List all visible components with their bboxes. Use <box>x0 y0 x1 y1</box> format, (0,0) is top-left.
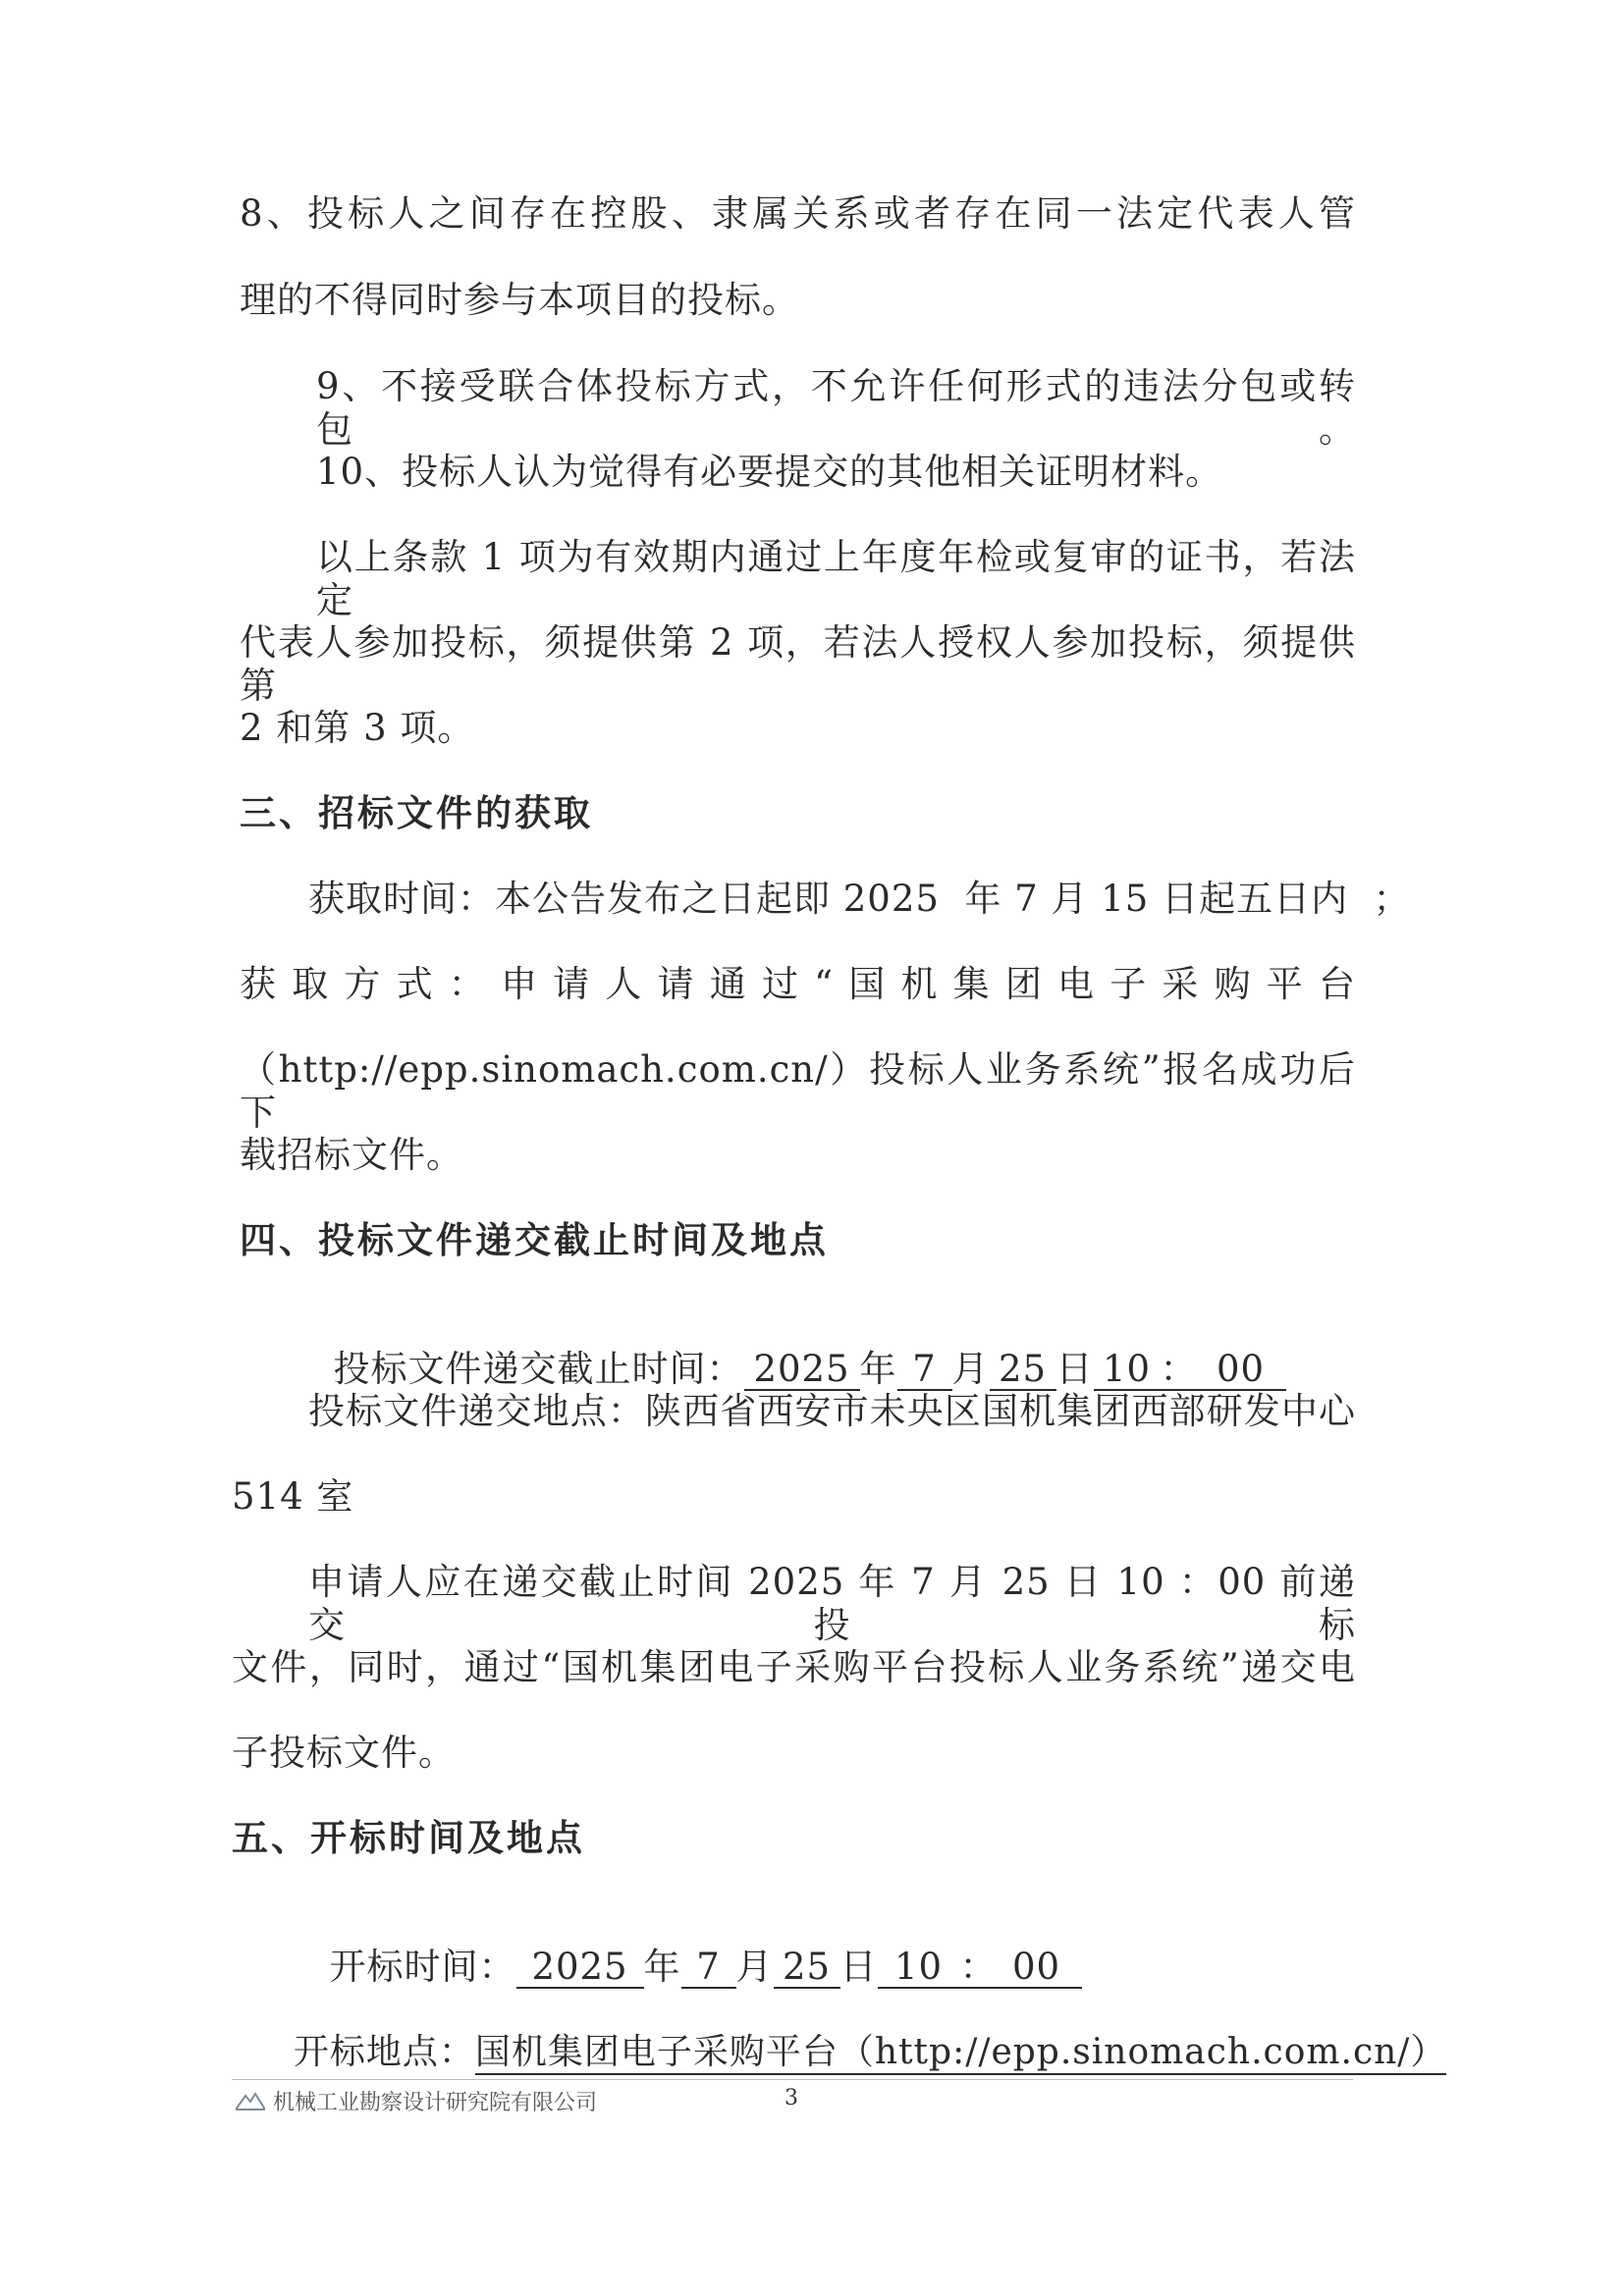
section-3-heading: 三、招标文件的获取 <box>240 792 593 834</box>
section-3-time: 获取时间：本公告发布之日起即 2025 年 7 月 15 日起五日内 ； <box>308 878 1411 920</box>
open-hour: 10 <box>878 1948 960 1989</box>
section-4-note-line-2: 文件，同时，通过“国机集团电子采购平台投标人业务系统”递交电 <box>232 1646 1356 1688</box>
section-4-place-line-2: 514 室 <box>232 1475 354 1518</box>
footer-company-name: 机械工业勘察设计研究院有限公司 <box>273 2091 598 2115</box>
section-4-place-line-1: 投标文件递交地点：陕西省西安市未央区国机集团西部研发中心 <box>308 1390 1356 1432</box>
note-line-2: 代表人参加投标，须提供第 2 项，若法人授权人参加投标，须提供第 <box>240 621 1356 707</box>
note-line-1: 以上条款 1 项为有效期内通过上年度年检或复审的证书，若法定 <box>316 536 1356 621</box>
open-place-value: 国机集团电子采购平台（http://epp.sinomach.com.cn/） <box>475 2032 1447 2075</box>
section-3-method-line-1: 获取方式：申请人请通过“国机集团电子采购平台 <box>240 963 1356 1005</box>
deadline-hour: 10 <box>1094 1350 1161 1391</box>
item-8-line-2: 理的不得同时参与本项目的投标。 <box>240 279 799 321</box>
open-day-unit: 日 <box>839 1946 878 1988</box>
open-year: 2025 <box>516 1948 644 1989</box>
deadline-day-unit: 日 <box>1055 1348 1094 1390</box>
open-month-unit: 月 <box>735 1946 774 1988</box>
open-month: 7 <box>681 1948 736 1989</box>
open-colon: ： <box>959 1946 998 1988</box>
open-place-label: 开标地点： <box>293 2032 475 2072</box>
company-logo-icon <box>236 2090 265 2111</box>
deadline-year: 2025 <box>744 1350 860 1391</box>
open-time-label: 开标时间： <box>329 1946 516 1988</box>
note-line-3: 2 和第 3 项。 <box>240 707 475 749</box>
item-8-line-1: 8、投标人之间存在控股、隶属关系或者存在同一法定代表人管 <box>240 192 1356 235</box>
open-day: 25 <box>774 1948 840 1989</box>
deadline-month-unit: 月 <box>951 1348 990 1390</box>
section-5-open-place <box>269 1988 1446 2075</box>
open-year-unit: 年 <box>643 1946 681 1988</box>
section-4-note-line-1: 申请人应在递交截止时间 2025 年 7 月 25 日 10 ：00 前递交投标 <box>308 1561 1356 1646</box>
section-5-heading: 五、开标时间及地点 <box>232 1817 585 1859</box>
deadline-label: 投标文件递交截止时间： <box>333 1348 744 1390</box>
section-4-heading: 四、投标文件递交截止时间及地点 <box>240 1219 829 1261</box>
section-3-method-line-3: 载招标文件。 <box>240 1134 463 1176</box>
section-4-note-line-3: 子投标文件。 <box>232 1732 456 1774</box>
section-3-method-line-2: （http://epp.sinomach.com.cn/）投标人业务系统”报名成功后下 <box>240 1048 1356 1134</box>
page-number: 3 <box>784 2086 798 2110</box>
deadline-minute: 00 <box>1196 1350 1286 1391</box>
section-4-deadline <box>308 1305 1286 1391</box>
deadline-year-unit: 年 <box>859 1348 897 1390</box>
open-minute: 00 <box>992 1948 1082 1989</box>
deadline-day: 25 <box>990 1350 1056 1391</box>
section-5-open-time <box>304 1902 1082 1989</box>
item-10: 10、投标人认为觉得有必要提交的其他相关证明材料。 <box>316 451 1223 493</box>
deadline-colon: ： <box>1160 1348 1198 1390</box>
deadline-month: 7 <box>897 1350 952 1391</box>
item-9: 9、不接受联合体投标方式，不允许任何形式的违法分包或转包。 <box>316 365 1356 451</box>
page-footer <box>232 2079 1353 2121</box>
